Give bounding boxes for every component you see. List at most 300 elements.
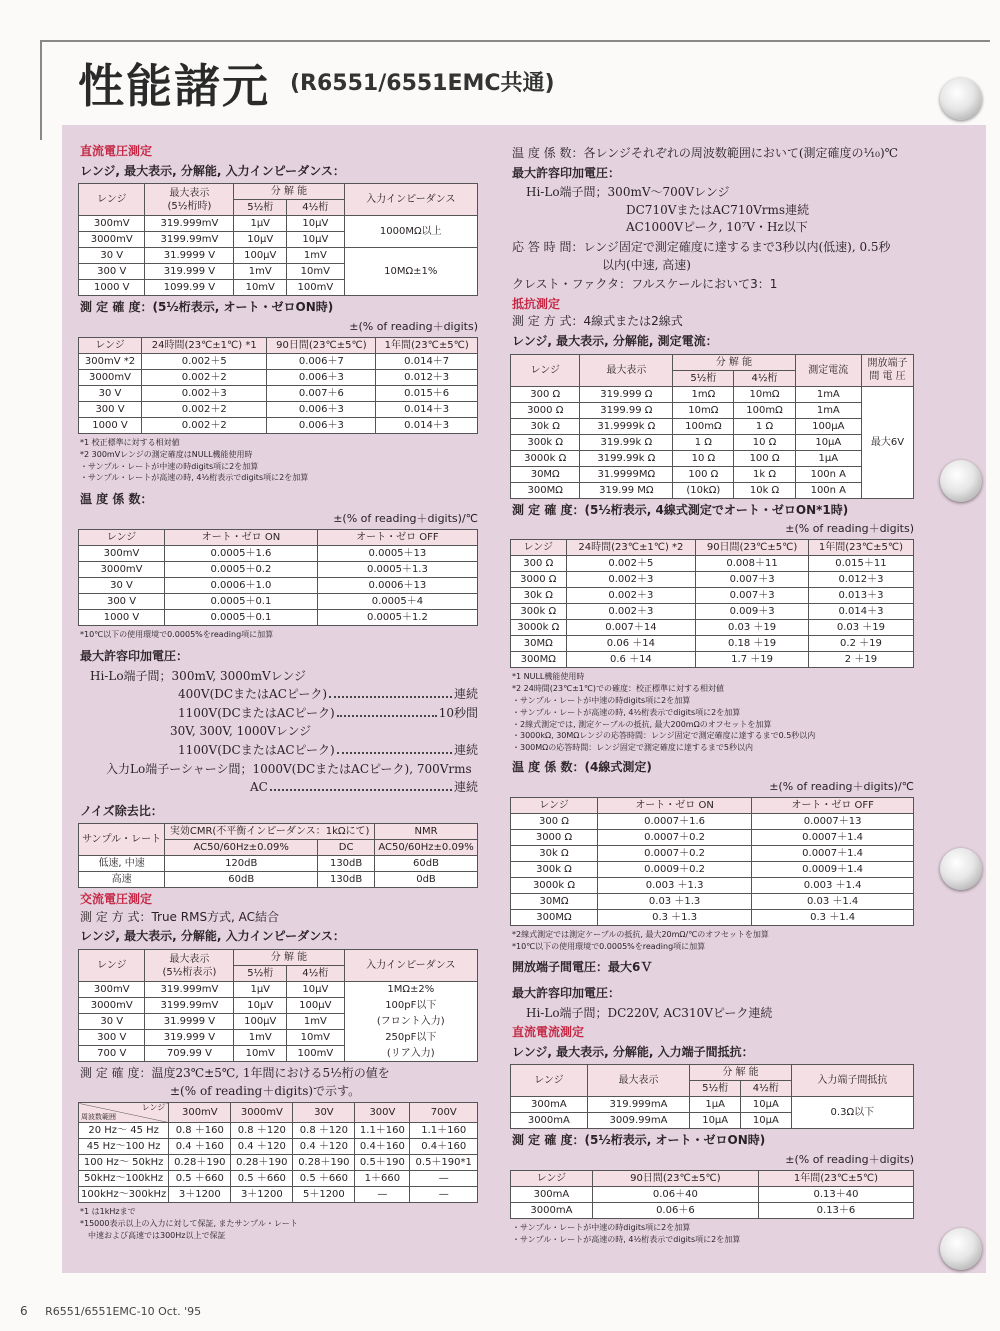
ac-maxv-line1: Hi-Lo端子間；300mV〜700Vレンジ — [526, 185, 730, 200]
dc-maxv-dots-3 — [78, 743, 478, 759]
cell: 319.999 V — [145, 264, 234, 280]
cell: 50kHz〜100kHz — [79, 1171, 169, 1187]
cell: 0.28＋190 — [231, 1155, 293, 1171]
cell: 120dB — [165, 856, 318, 872]
cell: 3199.99 Ω — [580, 402, 673, 418]
cell: 1mΩ — [673, 386, 734, 402]
table-row — [79, 1046, 478, 1062]
cell: 3199.99mV — [145, 998, 234, 1014]
cell: 0.13＋6 — [758, 1203, 913, 1219]
ac-maxv-label: 最大許容印加電圧： — [512, 165, 621, 180]
resp-time-line1: 応 答 時 間：レンジ固定で測定確度に達するまで3秒以内(低速), 0.5秒 — [512, 239, 891, 254]
cell: 250pF以下 — [344, 1030, 477, 1046]
table-row — [511, 1203, 914, 1219]
footer — [20, 1304, 201, 1318]
header-cell: 分 解 能 — [234, 950, 344, 966]
table-row — [511, 1187, 914, 1203]
table-row — [511, 418, 914, 434]
header-cell: 分 解 能 — [690, 1065, 791, 1081]
table-row — [79, 546, 478, 562]
cell: 10mV — [234, 1046, 287, 1062]
cell: 1099.99 V — [145, 280, 234, 296]
table-row — [511, 893, 914, 909]
cell: 1k Ω — [734, 466, 795, 482]
dots-value: 10秒間 — [438, 705, 478, 720]
footnote: ・サンプル・レートが高速の時, 4½桁表示でdigits項に2を加算 — [512, 1235, 741, 1245]
cell: 300MΩ — [511, 482, 580, 498]
cell: 0.4＋160 — [355, 1139, 410, 1155]
res-acc-table — [510, 539, 914, 668]
res-temp-unit: ±(% of reading＋digits)/℃ — [769, 779, 914, 793]
header-cell: 分 解 能 — [673, 354, 795, 370]
table-row — [511, 636, 914, 652]
footnote: ・サンプル・レートが中速の時digits項に2を加算 — [80, 461, 259, 471]
header-cell: 5½桁 — [690, 1081, 741, 1097]
noise-table — [78, 823, 478, 888]
dots-value: 連続 — [453, 687, 478, 702]
header-cell: 24時間(23℃±1℃) *2 — [566, 540, 696, 556]
cell: 0.4 ＋120 — [293, 1139, 355, 1155]
cell: 0.0005＋0.1 — [165, 610, 318, 626]
dc-spec-h-max — [145, 184, 234, 216]
cell: 0.5 ＋660 — [169, 1171, 231, 1187]
cell: (10kΩ) — [673, 482, 734, 498]
footnote: *15000表示以上の入力に対して保証, またサンプル・レート — [80, 1219, 298, 1229]
header-cell: 4½桁 — [741, 1081, 792, 1097]
cell: 0.002＋5 — [566, 556, 696, 572]
cell: 10 Ω — [734, 434, 795, 450]
table-row — [79, 594, 478, 610]
cell: 300k Ω — [511, 861, 598, 877]
page-number: 6 — [20, 1304, 28, 1318]
resp-time-line2: 以内(中速, 高速) — [602, 257, 691, 272]
cell: (フロント入力) — [344, 1014, 477, 1030]
noise-label: ノイズ除去比： — [80, 803, 163, 818]
header-cell: 30V — [293, 1103, 355, 1123]
header-cell: レンジ — [511, 540, 567, 556]
header-cell: 700V — [410, 1103, 478, 1123]
cell: 高速 — [79, 872, 165, 888]
cell: 300mV *2 — [79, 354, 142, 370]
table-row — [511, 909, 914, 925]
cell: 30 V — [79, 248, 145, 264]
cell: 0.06 ＋14 — [566, 636, 696, 652]
cell: 60dB — [165, 872, 318, 888]
res-spec-table — [510, 354, 914, 499]
table-row — [79, 1123, 478, 1139]
cell: 100mΩ — [734, 402, 795, 418]
table-row — [79, 982, 478, 998]
cell: 3000 Ω — [511, 572, 567, 588]
cell: 100 Ω — [734, 450, 795, 466]
header-cell: 実効CMR(不平衡インピーダンス：1kΩにて) — [165, 824, 375, 840]
table-row — [79, 370, 478, 386]
table-row — [511, 434, 914, 450]
table-row — [511, 813, 914, 829]
footnote: *10℃以下の使用環境で0.0005%をreading項に加算 — [512, 941, 706, 951]
cell: 30k Ω — [511, 845, 598, 861]
cell: 45 Hz〜100 Hz — [79, 1139, 169, 1155]
cell: 10MΩ±1% — [344, 248, 477, 296]
cell: 1000 V — [79, 280, 145, 296]
cell: 0dB — [375, 872, 478, 888]
dci-spec-label: レンジ, 最大表示, 分解能, 入力端子間抵抗： — [512, 1044, 754, 1059]
cell: 2 ＋19 — [808, 652, 913, 668]
table-row — [79, 1155, 478, 1171]
cell: 319.999mV — [145, 216, 234, 232]
cell: 0.0005＋1.6 — [165, 546, 318, 562]
cell: 3000mV — [79, 562, 165, 578]
cell: 3199.99k Ω — [580, 450, 673, 466]
cell: 0.006＋7 — [267, 354, 376, 370]
dots-value: 連続 — [453, 780, 478, 795]
cell: 0.0007＋1.4 — [752, 829, 914, 845]
ac-maxv-line2: DC710VまたはAC710Vrms連続 — [626, 202, 810, 217]
cell: 0.0005＋1.3 — [317, 562, 477, 578]
cell: 0.014＋3 — [376, 402, 478, 418]
cell: 0.002＋3 — [566, 572, 696, 588]
table-row — [79, 856, 478, 872]
table-row — [511, 829, 914, 845]
cell: 319.999 Ω — [580, 386, 673, 402]
right-column — [510, 140, 914, 1246]
cell: 3009.99mA — [587, 1113, 690, 1129]
cell: 300 Ω — [511, 813, 598, 829]
cell: 31.9999MΩ — [580, 466, 673, 482]
dc-acc-table — [78, 337, 478, 434]
cell: 3000k Ω — [511, 620, 567, 636]
footnote: ・サンプル・レートが高速の時, 4½桁表示でdigits項に2を加算 — [512, 707, 741, 717]
cell: 10mV — [287, 1030, 344, 1046]
header-cell: DC — [318, 840, 375, 856]
cell: 0.006＋3 — [267, 370, 376, 386]
table-row — [511, 572, 914, 588]
cell: 319.999mV — [145, 982, 234, 998]
dci-acc-unit: ±(% of reading＋digits) — [785, 1153, 914, 1167]
binder-hole-2 — [940, 460, 982, 502]
table-row — [79, 1030, 478, 1046]
header-cell: 開放端子間 電 圧 — [862, 354, 914, 386]
dc-maxv-line2: 30V, 300V, 1000Vレンジ — [170, 724, 312, 739]
cell: 0.0007＋1.6 — [597, 813, 751, 829]
table-row — [511, 604, 914, 620]
cell: 30k Ω — [511, 588, 567, 604]
cell: 1000MΩ以上 — [344, 216, 477, 248]
cell: 10mV — [234, 280, 287, 296]
cell: 0.015＋6 — [376, 386, 478, 402]
res-maxv-line: Hi-Lo端子間；DC220V, AC310Vピーク連続 — [526, 1005, 773, 1020]
cell: 319.999mA — [587, 1097, 690, 1113]
cell: 0.4＋160 — [410, 1139, 478, 1155]
cell: 0.13＋40 — [758, 1187, 913, 1203]
cell: (リア入力) — [344, 1046, 477, 1062]
res-acc-label: 測 定 確 度：(5½桁表示, 4線式測定でオート・ゼロON*1時) — [512, 502, 849, 517]
footnote: ・2線式測定では, 測定ケーブルの抵抗, 最大200mΩのオフセットを加算 — [512, 719, 772, 729]
footnote: *1 は1kHzまで — [80, 1207, 136, 1217]
header-cell: 90日間(23℃±5℃) — [696, 540, 809, 556]
cell: 0.012＋3 — [808, 572, 913, 588]
corner-top: レンジ — [141, 1103, 166, 1113]
cell: 0.5＋190*1 — [410, 1155, 478, 1171]
cell: 0.8 ＋160 — [169, 1123, 231, 1139]
header-cell: 3000mV — [231, 1103, 293, 1123]
cell: 0.18 ＋19 — [696, 636, 809, 652]
dc-spec-h-imp: 入力インピーダンス — [344, 184, 477, 216]
header-cell — [145, 950, 234, 982]
cell: 10μA — [741, 1097, 792, 1113]
cell: 1.1＋160 — [410, 1123, 478, 1139]
dc-temp-unit: ±(% of reading＋digits)/℃ — [333, 511, 478, 525]
header-cell: オート・ゼロ OFF — [752, 797, 914, 813]
header-cell: 最大表示 — [580, 354, 673, 386]
dots-label: 1100V(DCまたはACピーク) — [178, 705, 335, 720]
ac-spec-label: レンジ, 最大表示, 分解能, 入力インピーダンス： — [80, 929, 345, 944]
table-row — [79, 386, 478, 402]
header-cell: レンジ — [511, 354, 580, 386]
header-cell: 90日間(23℃±5℃) — [267, 338, 376, 354]
cell: 130dB — [318, 856, 375, 872]
cell: 1mV — [234, 264, 287, 280]
ac-method: 測 定 方 式：True RMS方式, AC結合 — [80, 909, 280, 924]
cell: 319.999 V — [145, 1030, 234, 1046]
table-row — [79, 1139, 478, 1155]
cell: 1μV — [234, 216, 287, 232]
cell: — — [410, 1187, 478, 1203]
cell: 0.3Ω以下 — [791, 1097, 913, 1129]
dc-maxv-line3: 入力Lo端子ーシャーシ間；1000V(DCまたはACピーク), 700Vrms — [106, 761, 472, 776]
header-cell: 4½桁 — [734, 370, 795, 386]
cell: 1MΩ±2% — [344, 982, 477, 998]
dc-spec-h-res55: 5½桁 — [234, 200, 287, 216]
header-cell: 300mV — [169, 1103, 231, 1123]
cell: 60dB — [375, 856, 478, 872]
ac-acc-corner — [79, 1103, 169, 1123]
footnote: ・サンプル・レートが高速の時, 4½桁表示でdigits項に2を加算 — [80, 473, 309, 483]
cell: 0.0005＋1.2 — [317, 610, 477, 626]
cell: 100mV — [287, 280, 344, 296]
table-row — [511, 845, 914, 861]
header-cell: 4½桁 — [287, 966, 344, 982]
cell: 300 Ω — [511, 556, 567, 572]
header-cell: レンジ — [79, 950, 145, 982]
cell: 130dB — [318, 872, 375, 888]
cell: 0.5 ＋660 — [293, 1171, 355, 1187]
cell: 10mΩ — [734, 386, 795, 402]
table-row — [79, 562, 478, 578]
cell: 0.007＋3 — [696, 588, 809, 604]
top-rule — [40, 40, 990, 42]
cell: 3000mV — [79, 370, 142, 386]
cell: 5＋1200 — [293, 1187, 355, 1203]
cell: 0.0007＋0.2 — [597, 829, 751, 845]
cell: 31.9999 V — [145, 248, 234, 264]
cell: 0.006＋3 — [267, 418, 376, 434]
header-cell: 1年間(23℃±5℃) — [758, 1171, 913, 1187]
cell: 0.006＋3 — [267, 402, 376, 418]
table-row — [79, 402, 478, 418]
cell: 319.99 MΩ — [580, 482, 673, 498]
cell: 0.0006＋1.0 — [165, 578, 318, 594]
table-row — [511, 482, 914, 498]
cell: 0.8 ＋120 — [231, 1123, 293, 1139]
cell: 0.5 ＋660 — [231, 1171, 293, 1187]
header-cell: サンプル・レート — [79, 824, 165, 856]
cell: 0.3 ＋1.3 — [597, 909, 751, 925]
res-temp-label: 温 度 係 数：(4線式測定) — [512, 760, 652, 774]
header-cell: 入力インピーダンス — [344, 950, 477, 982]
cell: 10μA — [795, 434, 861, 450]
header-cell: 5½桁 — [673, 370, 734, 386]
binder-hole-4 — [940, 1228, 982, 1270]
footnote: ・3000kΩ, 30MΩレンジの応答時間：レンジ固定で測定確度に達するまで0.5秒以内 — [512, 731, 816, 741]
cell: 10μV — [234, 998, 287, 1014]
cell: 10k Ω — [734, 482, 795, 498]
cell: 0.03 ＋1.4 — [752, 893, 914, 909]
dc-spec-h-res45: 4½桁 — [287, 200, 344, 216]
dc-maxv-line1: Hi-Lo端子間；300mV, 3000mVレンジ — [90, 668, 307, 683]
dots-label: 400V(DCまたはACピーク) — [178, 687, 328, 702]
ac-temp-coef: 温 度 係 数：各レンジそれぞれの周波数範囲において(測定確度の⅒)℃ — [512, 146, 899, 160]
ac-acc-table — [78, 1102, 478, 1203]
cell: 100kHz〜300kHz — [79, 1187, 169, 1203]
corner-bottom: 周波数範囲 — [81, 1113, 116, 1122]
cell: 0.3 ＋1.4 — [752, 909, 914, 925]
cell: 3000k Ω — [511, 877, 598, 893]
footnote: ・サンプル・レートが中速の時digits項に2を加算 — [512, 1223, 691, 1233]
cell: 20 Hz〜 45 Hz — [79, 1123, 169, 1139]
dot-leader — [337, 752, 452, 754]
ac-spec-table — [78, 949, 478, 1062]
dc-acc-unit: ±(% of reading＋digits) — [349, 319, 478, 333]
header-cell: 入力端子間抵抗 — [791, 1065, 913, 1097]
cell: 100pF以下 — [344, 998, 477, 1014]
table-row — [79, 248, 478, 264]
header-cell: レンジ — [79, 338, 142, 354]
cell: 1mV — [287, 1014, 344, 1030]
table-row — [511, 588, 914, 604]
cell: 0.06＋40 — [592, 1187, 758, 1203]
cell: 3000 Ω — [511, 402, 580, 418]
ac-voltage-heading: 交流電圧測定 — [80, 892, 153, 907]
cell: 0.002＋2 — [141, 402, 266, 418]
cell: 3000mV — [79, 998, 145, 1014]
res-acc-unit: ±(% of reading＋digits) — [785, 522, 914, 536]
cell: 0.0007＋13 — [752, 813, 914, 829]
header-cell: 5½桁 — [234, 966, 287, 982]
cell: 1＋660 — [355, 1171, 410, 1187]
cell: 1μV — [234, 982, 287, 998]
dc-maxv-label: 最大許容印加電圧： — [80, 648, 189, 663]
dci-acc-label: 測 定 確 度：(5½桁表示, オート・ゼロON時) — [512, 1133, 766, 1148]
cell: 0.03 ＋19 — [808, 620, 913, 636]
dc-voltage-heading: 直流電圧測定 — [80, 144, 153, 158]
header-cell: オート・ゼロ ON — [165, 530, 318, 546]
dc-maxv-dots-2 — [78, 706, 478, 722]
dc-spec-label: レンジ, 最大表示, 分解能, 入力インピーダンス： — [80, 163, 345, 178]
cell: 0.014＋7 — [376, 354, 478, 370]
header-cell: オート・ゼロ OFF — [317, 530, 477, 546]
table-row — [511, 620, 914, 636]
table-row — [511, 386, 914, 402]
footnote: *2 300mVレンジの測定確度はNULL機能使用時 — [80, 449, 253, 459]
header-cell: レンジ — [511, 1065, 588, 1097]
cell: 3000mA — [511, 1113, 588, 1129]
cell: 300MΩ — [511, 652, 567, 668]
header-cell: レンジ — [511, 797, 598, 813]
cell: 0.002＋3 — [566, 604, 696, 620]
left-column — [78, 140, 478, 1242]
table-row — [511, 652, 914, 668]
header-cell: AC50/60Hz±0.09% — [375, 840, 478, 856]
cell: 100mV — [287, 1046, 344, 1062]
binder-hole-3 — [940, 848, 982, 890]
cell: 30 V — [79, 1014, 145, 1030]
resistance-heading: 抵抗測定 — [512, 296, 561, 311]
cell: 0.002＋5 — [141, 354, 266, 370]
cell: 0.014＋3 — [808, 604, 913, 620]
cell: 0.28＋190 — [293, 1155, 355, 1171]
cell: 0.007＋6 — [267, 386, 376, 402]
dc-acc-label: 測 定 確 度：(5½桁表示, オート・ゼロON時) — [80, 300, 334, 315]
cell: 最大6V — [862, 386, 914, 498]
res-spec-label: レンジ, 最大表示, 分解能, 測定電流： — [512, 333, 718, 348]
cell: 0.0005＋0.1 — [165, 594, 318, 610]
cell: 0.03 ＋1.3 — [597, 893, 751, 909]
header-cell: レンジ — [511, 1171, 593, 1187]
cell: 0.0009＋0.2 — [597, 861, 751, 877]
cell: 100μV — [234, 1014, 287, 1030]
cell: 31.9999 V — [145, 1014, 234, 1030]
dc-spec-table — [78, 183, 478, 296]
cell: 300 V — [79, 264, 145, 280]
header-cell: 1年間(23℃±5℃) — [376, 338, 478, 354]
cell: 10 Ω — [673, 450, 734, 466]
dc-spec-h-max-text: 最大表示 — [169, 187, 210, 199]
cell: 0.5＋190 — [355, 1155, 410, 1171]
open-voltage: 開放端子間電圧：最大6Ｖ — [512, 960, 653, 975]
table-row — [79, 610, 478, 626]
cell: 100μV — [287, 998, 344, 1014]
cell: 0.0009＋1.4 — [752, 861, 914, 877]
cell: 0.007＋14 — [566, 620, 696, 636]
header-cell: 24時間(23℃±1℃) *1 — [141, 338, 266, 354]
cell: 0.003 ＋1.4 — [752, 877, 914, 893]
cell: 0.008＋11 — [696, 556, 809, 572]
cell: 0.6 ＋14 — [566, 652, 696, 668]
cell: 10mΩ — [673, 402, 734, 418]
header-cell: 90日間(23℃±5℃) — [592, 1171, 758, 1187]
dci-acc-table — [510, 1170, 914, 1219]
cell: 0.0005＋4 — [317, 594, 477, 610]
cell: 30MΩ — [511, 893, 598, 909]
dot-leader — [337, 715, 437, 717]
header-cell: オート・ゼロ ON — [597, 797, 751, 813]
cell: 1000 V — [79, 418, 142, 434]
table-row — [79, 354, 478, 370]
cell: 1000 V — [79, 610, 165, 626]
table-row — [79, 418, 478, 434]
table-row — [511, 402, 914, 418]
ac-maxv-line3: AC1000Vピーク, 10⁷V・Hz以下 — [626, 220, 808, 235]
crest-factor: クレスト・ファクタ：フルスケールにおいて3：1 — [512, 277, 778, 292]
dci-spec-table — [510, 1064, 914, 1129]
dot-leader — [270, 789, 452, 791]
cell: 300k Ω — [511, 434, 580, 450]
cell: 10μA — [690, 1113, 741, 1129]
cell: 3000mV — [79, 232, 145, 248]
cell: 30 V — [79, 578, 165, 594]
cell: 10μV — [234, 232, 287, 248]
